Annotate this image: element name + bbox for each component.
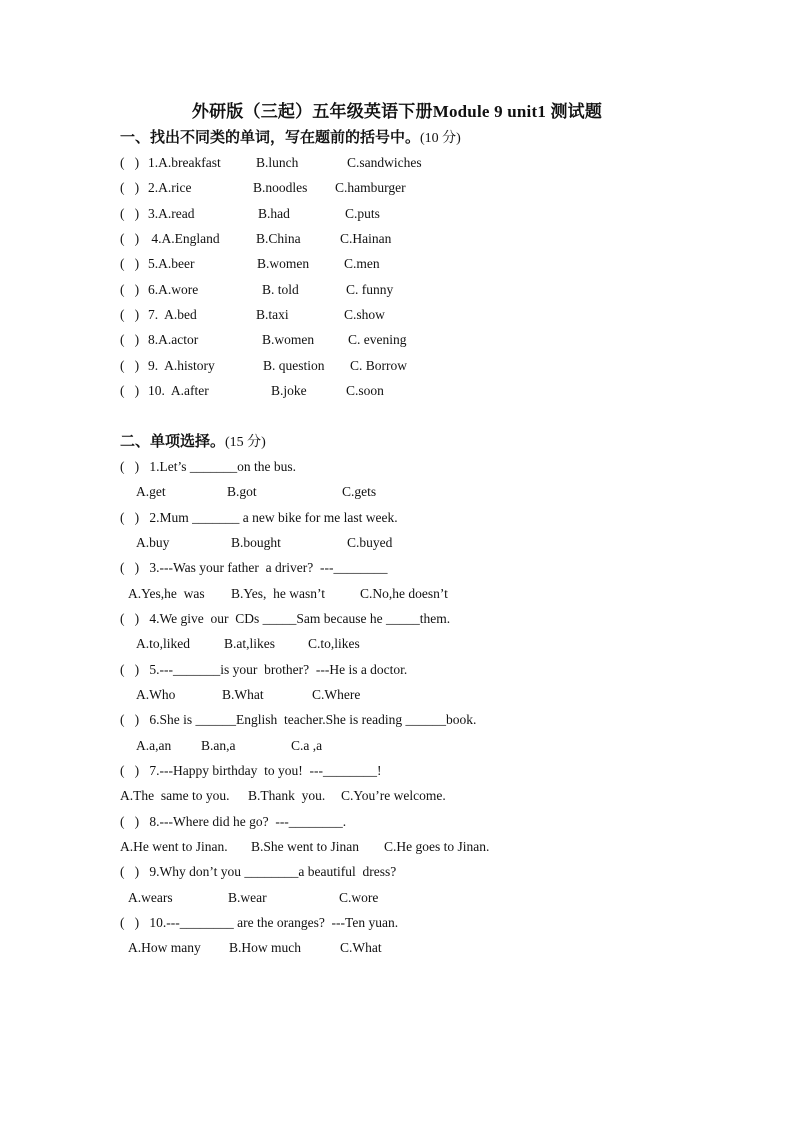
options-row [0, 940, 794, 960]
options-row [0, 839, 794, 859]
answer-bracket: ( ) [120, 332, 140, 347]
question-text: 1.Let’s _______on the bus. [146, 459, 296, 474]
option-b: B.women [262, 332, 315, 347]
question-text: 4.We give our CDs _____Sam because he _____them. [146, 611, 451, 626]
option-c: C.You’re welcome. [341, 788, 446, 803]
option-b: B.taxi [256, 307, 289, 322]
option-a: A.Yes,he was [128, 586, 205, 601]
section1-points: (10 分) [420, 131, 461, 146]
answer-bracket: ( ) [120, 814, 140, 829]
option-c: C.sandwiches [347, 155, 422, 170]
option-c: C.puts [345, 206, 380, 221]
option-b: B.Thank you. [248, 788, 326, 803]
option-c: C.show [344, 307, 385, 322]
question-text: 8.---Where did he go? ---________. [146, 814, 347, 829]
answer-bracket: ( ) [120, 459, 140, 474]
question-row [120, 256, 520, 276]
option-a: 1.A.breakfast [148, 155, 221, 170]
option-c: C.gets [342, 484, 377, 499]
option-b: B.China [256, 231, 301, 246]
option-a: 3.A.read [148, 206, 195, 221]
option-c: C. evening [348, 332, 407, 347]
question-text: 2.Mum _______ a new bike for me last week. [146, 510, 398, 525]
answer-bracket: ( ) [120, 915, 140, 930]
answer-bracket: ( ) [120, 712, 140, 727]
question-row [120, 510, 398, 526]
answer-bracket: ( ) [120, 256, 140, 271]
option-c: C.to,likes [308, 636, 360, 651]
option-b: B.got [227, 484, 257, 499]
options-row [0, 484, 794, 504]
question-row [120, 358, 520, 378]
option-a: 5.A.beer [148, 256, 195, 271]
option-a: A.a,an [136, 738, 172, 753]
question-row [120, 864, 396, 880]
question-row [120, 560, 387, 576]
option-b: B.What [222, 687, 264, 702]
section2-heading-text: 二、单项选择。 [120, 434, 226, 450]
option-a: A.He went to Jinan. [120, 839, 228, 854]
option-b: B.at,likes [224, 636, 275, 651]
question-row [120, 611, 450, 627]
section1-heading-text: 一、找出不同类的单词，写在题前的括号中。 [120, 130, 421, 146]
question-row [120, 712, 476, 728]
question-row [120, 307, 520, 327]
question-row [120, 180, 520, 200]
option-c: C.Where [312, 687, 361, 702]
options-row [0, 586, 794, 606]
option-a: 6.A.wore [148, 282, 199, 297]
option-b: B.bought [231, 535, 281, 550]
option-b: B. told [262, 282, 299, 297]
answer-bracket: ( ) [120, 155, 140, 170]
answer-bracket: ( ) [120, 611, 140, 626]
option-b: B.women [257, 256, 310, 271]
option-a: A.wears [128, 890, 173, 905]
options-row [0, 535, 794, 555]
option-a: 8.A.actor [148, 332, 199, 347]
options-row [0, 738, 794, 758]
option-a: A.to,liked [136, 636, 190, 651]
question-row [120, 206, 520, 226]
option-b: B.She went to Jinan [251, 839, 359, 854]
section1-heading [120, 126, 461, 147]
option-c: C.He goes to Jinan. [384, 839, 490, 854]
answer-bracket: ( ) [120, 383, 140, 398]
option-c: C.soon [346, 383, 384, 398]
option-c: C.hamburger [335, 180, 406, 195]
option-a: A.The same to you. [120, 788, 230, 803]
answer-bracket: ( ) [120, 231, 140, 246]
option-b: B.an,a [201, 738, 236, 753]
option-c: C.wore [339, 890, 379, 905]
option-a: A.buy [136, 535, 170, 550]
option-b: B.How much [229, 940, 301, 955]
answer-bracket: ( ) [120, 763, 140, 778]
options-row [0, 788, 794, 808]
option-a: 9. A.history [148, 358, 215, 373]
answer-bracket: ( ) [120, 307, 140, 322]
question-row [120, 332, 520, 352]
answer-bracket: ( ) [120, 358, 140, 373]
page-title: 外研版（三起）五年级英语下册Module 9 unit1 测试题 [191, 102, 603, 121]
answer-bracket: ( ) [120, 662, 140, 677]
option-b: B.had [258, 206, 290, 221]
option-c: C. funny [346, 282, 394, 297]
question-row [120, 662, 407, 678]
question-row [120, 282, 520, 302]
option-c: C.Hainan [340, 231, 392, 246]
options-row [0, 636, 794, 656]
question-row [120, 383, 520, 403]
question-text: 3.---Was your father a driver? ---________ [146, 560, 388, 575]
option-a: 4.A.England [148, 231, 220, 246]
option-c: C.buyed [347, 535, 393, 550]
option-a: A.How many [128, 940, 201, 955]
question-row [120, 459, 296, 475]
question-text: 6.She is ______English teacher.She is reading ______book. [146, 712, 477, 727]
option-b: B.lunch [256, 155, 299, 170]
answer-bracket: ( ) [120, 510, 140, 525]
option-c: C.What [340, 940, 382, 955]
option-a: 2.A.rice [148, 180, 192, 195]
answer-bracket: ( ) [120, 282, 140, 297]
answer-bracket: ( ) [120, 864, 140, 879]
answer-bracket: ( ) [120, 560, 140, 575]
option-b: B.joke [271, 383, 307, 398]
question-text: 10.---________ are the oranges? ---Ten yuan. [146, 915, 399, 930]
answer-bracket: ( ) [120, 180, 140, 195]
option-b: B.Yes, he wasn’t [231, 586, 326, 601]
question-text: 7.---Happy birthday to you! ---________! [146, 763, 382, 778]
option-b: B. question [263, 358, 325, 373]
option-c: C. Borrow [350, 358, 407, 373]
option-c: C.a ,a [291, 738, 323, 753]
option-a: A.get [136, 484, 166, 499]
option-a: 10. A.after [148, 383, 209, 398]
options-row [0, 687, 794, 707]
question-text: 9.Why don’t you ________a beautiful dress? [146, 864, 397, 879]
question-row [120, 231, 520, 251]
question-row [120, 915, 398, 931]
option-b: B.noodles [253, 180, 308, 195]
option-c: C.No,he doesn’t [360, 586, 448, 601]
section2-heading [120, 430, 266, 451]
question-row [120, 155, 520, 175]
options-row [0, 890, 794, 910]
question-row [120, 763, 381, 779]
answer-bracket: ( ) [120, 206, 140, 221]
option-a: 7. A.bed [148, 307, 197, 322]
option-a: A.Who [136, 687, 176, 702]
question-row [120, 814, 346, 830]
option-c: C.men [344, 256, 380, 271]
section2-points: (15 分) [225, 435, 266, 450]
question-text: 5.---_______is your brother? ---He is a doctor. [146, 662, 408, 677]
option-b: B.wear [228, 890, 267, 905]
